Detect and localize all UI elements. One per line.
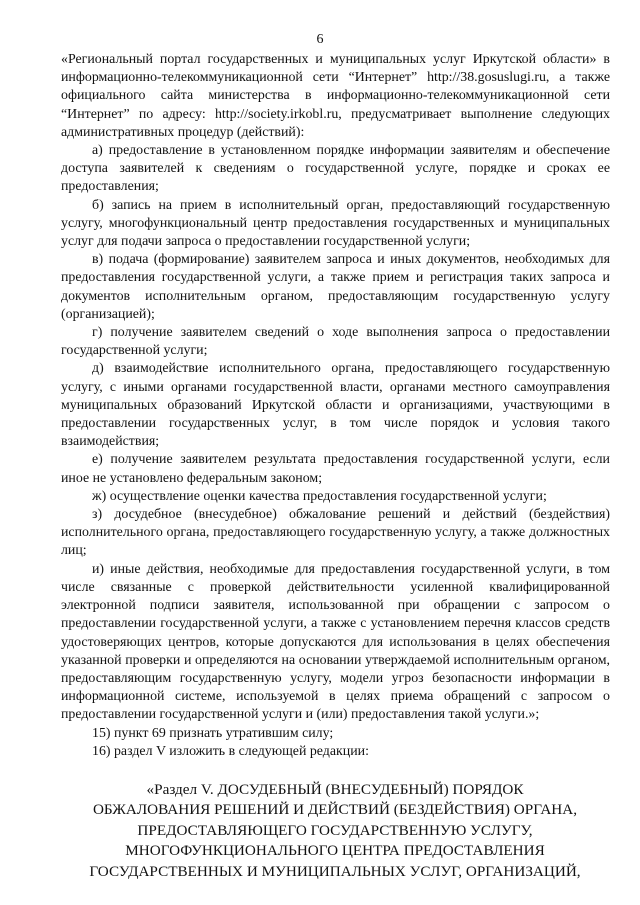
list-item-15: 15) пункт 69 признать утратившим силу; [92,725,334,741]
section-heading-line: «Раздел V. ДОСУДЕБНЫЙ (ВНЕСУДЕБНЫЙ) ПОРЯДОК [146,781,524,798]
section-heading-line: ПРЕДОСТАВЛЯЮЩЕГО ГОСУДАРСТВЕННУЮ УСЛУГУ, [137,821,533,839]
list-item-d: д) взаимодействие исполнительного органа, предоставляющего государственную услугу, с иными органами государственной власти, органами местного самоуправления муниципальных образований Иркутской области и организациями, участвующими в предоставлении государственных услуг, в том числе порядок и условия такого взаимодействия; [61,361,610,450]
list-item-16: 16) раздел V изложить в следующей редакции: [92,743,369,759]
section-heading [30,780,640,882]
paragraph-intro: «Региональный портал государственных и муниципальных услуг Иркутской области» в информационно-телекоммуникационной сети “Интернет” http://38.gosuslugi.ru, а также официального сайта министерства в информационно-телекоммуникационной сети “Интернет” по адресу: http://society.irkobl.ru, предусматривает выполнение следующих административных процедур (действий): [61,52,610,140]
section-heading-line: МНОГОФУНКЦИОНАЛЬНОГО ЦЕНТРА ПРЕДОСТАВЛЕНИЯ [125,842,545,860]
list-item-i: и) иные действия, необходимые для предоставления государственной услуги, в том числе связанные с проверкой действительности усиленной квалифицированной электронной подписи заявителя, использованной при обращении с запросом о предоставлении государственной услуги, а также с установлением перечня классов средств удостоверяющих центров, которые допускаются для использования в целях обеспечения указанной проверки и определяются на основании утверждаемой исполнительным органом, предоставляющим государственную услугу, модели угроз безопасности информации в информационной системе, используемой в целях приема обращений с запросом о предоставлении государственной услуги и (или) предоставления такой услуги.»; [61,561,610,723]
section-heading-line: ОБЖАЛОВАНИЯ РЕШЕНИЙ И ДЕЙСТВИЙ (БЕЗДЕЙСТВИЯ) ОРГАНА, [92,801,578,819]
list-item-v: в) подача (формирование) заявителем запроса и иных документов, необходимых для предоставления государственной услуги, а также прием и регистрация таких запроса и документов исполнительным органом, предоставляющим государственную услугу (организацией); [61,252,610,322]
list-item-z: з) досудебное (внесудебное) обжалование решений и действий (бездействия) исполнительного органа, предоставляющего государственную услугу, а также должностных лиц; [61,507,610,559]
list-item-g: г) получение заявителем сведений о ходе выполнения запроса о предоставлении государственной услуги; [61,325,610,359]
list-item-zh: ж) осуществление оценки качества предоставления государственной услуги; [92,488,547,504]
list-item-e: е) получение заявителем результата предоставления государственной услуги, если иное не установлено федеральным законом; [61,452,610,486]
list-item-b: б) запись на прием в исполнительный орган, предоставляющий государственную услугу, многофункциональный центр предоставления государственных и муниципальных услуг для подачи запроса о предоставлении государственной услуги; [61,197,610,250]
section-heading-line: ГОСУДАРСТВЕННЫХ И МУНИЦИПАЛЬНЫХ УСЛУГ, ОРГАНИЗАЦИЙ, [89,862,581,880]
page-number: 6 [316,32,324,47]
body-text [61,51,610,761]
list-item-a: а) предоставление в установленном порядке информации заявителям и обеспечение доступа заявителей к сведениям о государственной услуге, порядке и сроках ее предоставления; [61,143,610,195]
